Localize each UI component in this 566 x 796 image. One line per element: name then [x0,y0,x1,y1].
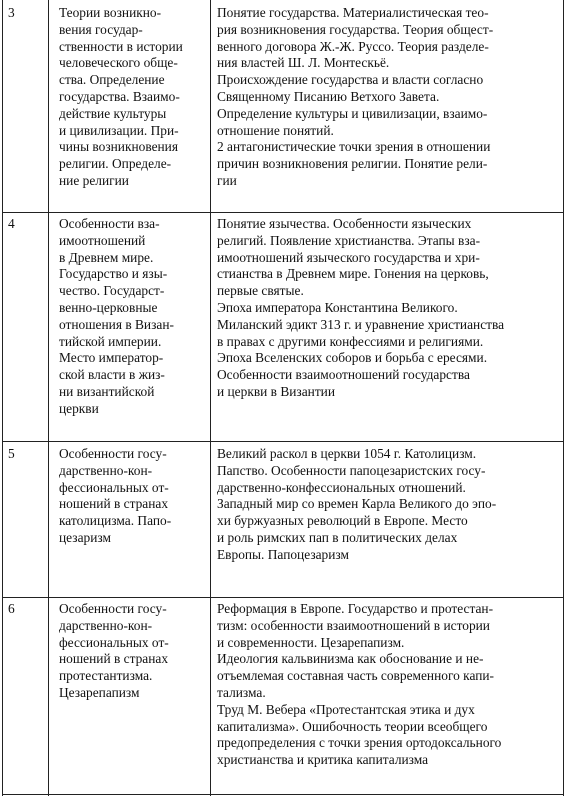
topic-line: имоотношений [59,232,146,248]
content-line: Понятие государства. Материалистическая тео- [217,5,489,20]
content-line: тализма. [217,684,266,700]
content-line: причин возникновения религии. Понятие рели- [217,156,488,172]
topic-line: Государство и язы- [59,266,168,282]
content-line: дарственно-конфессиональных отношений. [217,479,466,495]
content-line: Европы. Папоцезаризм [217,546,349,562]
table-divider-num [48,0,49,796]
topic-line: дарственно-кон- [59,617,153,633]
content-line: Реформация в Европе. Государство и протестан- [217,601,494,616]
table-border-left [2,0,3,796]
topic-line: дарственно-кон- [59,462,153,478]
content-line: Западный мир со времен Карла Великого до эпо- [217,496,497,512]
content-line: и роль римских пап в политических делах [217,529,458,545]
row-separator [2,597,564,598]
row-separator [2,212,564,213]
content-line: Эпоха императора Константина Великого. [217,299,458,315]
topic-cell [59,216,174,418]
content-line: Миланский эдикт 313 г. и уравнение христианства [217,316,505,332]
table-border-right [563,0,564,796]
topic-line: человеческого обще- [59,55,178,71]
row-number: 6 [8,601,15,616]
topic-line: католицизма. Папо- [59,513,172,529]
content-line: отъемлемая составная часть современного капи- [217,668,495,684]
content-cell [217,601,501,769]
topic-line: протестантизма. [59,668,153,684]
content-line: гии [217,172,237,188]
topic-line: чество. Государст- [59,283,165,299]
content-line: Папство. Особенности папоцезаристских госу- [217,462,486,478]
content-line: и церкви в Византии [217,383,336,399]
row-number: 4 [8,216,15,231]
topic-line: Особенности вза- [59,216,160,231]
content-line: хи буржуазных революций в Европе. Место [217,513,468,529]
content-line: в правах с другими конфессиями и религиями. [217,333,484,349]
topic-line: венно-церковные [59,299,158,315]
content-line: и современности. Цезарепапизм. [217,634,405,650]
topic-line: фессиональных от- [59,479,169,495]
topic-line: Особенности госу- [59,601,167,616]
content-line: имоотношений языческого государства и хри- [217,249,480,265]
topic-cell [59,601,169,702]
topic-line: Особенности госу- [59,446,167,461]
table-divider-topic [210,0,211,796]
row-separator [2,441,564,442]
topic-line: ни византийской [59,383,155,399]
content-line: ния властей Ш. Л. Монтескьё. [217,55,390,71]
topic-line: Цезарепапизм [59,684,140,700]
content-line: тизм: особенности взаимоотношений в истории [217,617,490,633]
topic-line: государства. Взаимо- [59,88,180,104]
content-line: 2 антагонистические точки зрения в отношении [217,139,491,155]
topic-line: в Древнем мире. [59,249,154,265]
content-line: отношение понятий. [217,122,334,138]
content-line: стианства в Древнем мире. Гонения на церковь, [217,266,489,282]
content-line: религий. Появление христианства. Этапы вза- [217,232,481,248]
content-line: Эпоха Вселенских соборов и борьба с ересями. [217,350,488,366]
content-line: Труд М. Вебера «Протестантская этика и дух [217,701,475,717]
topic-line: ской власти в жиз- [59,367,165,383]
content-line: предопределения с точки зрения ортодоксального [217,735,502,751]
topic-line: и цивилизации. При- [59,122,179,138]
topic-cell [59,446,171,547]
topic-line: цезаризм [59,529,111,545]
content-line: Понятие язычества. Особенности языческих [217,216,472,231]
topic-line: Место император- [59,350,164,366]
topic-line: чины возникновения [59,139,179,155]
content-line: христианства и критика капитализма [217,752,429,768]
table-border-bottom [2,794,564,795]
content-line: венного договора Ж.-Ж. Руссо. Теория разделе- [217,38,489,54]
content-cell [217,446,496,564]
topic-line: фессиональных от- [59,634,169,650]
topic-line: религии. Определе- [59,156,172,172]
topic-line: ственности в истории [59,38,183,54]
topic-line: действие культуры [59,105,167,121]
content-cell [217,216,504,401]
topic-line: Теории возникно- [59,5,162,20]
topic-line: отношения в Визан- [59,316,174,332]
topic-line: ношений в странах [59,651,169,667]
topic-line: ношений в странах [59,496,169,512]
topic-line: ства. Определение [59,72,165,88]
content-line: Идеология кальвинизма как обоснование и не- [217,651,484,667]
content-line: Священному Писанию Ветхого Завета. [217,88,440,104]
content-cell [217,5,493,190]
content-line: Определение культуры и цивилизации, взаимо- [217,105,488,121]
content-line: Великий раскол в церкви 1054 г. Католицизм. [217,446,477,461]
content-line: капитализма». Ошибочность теории всеобщего [217,718,488,734]
content-line: Особенности взаимоотношений государства [217,367,470,383]
topic-line: тийской империи. [59,333,162,349]
content-line: первые святые. [217,283,304,299]
content-line: рия возникновения государства. Теория общест- [217,21,494,37]
topic-cell [59,5,183,190]
topic-line: вения государ- [59,21,143,37]
row-number: 5 [8,446,15,461]
topic-line: ние религии [59,172,129,188]
row-number: 3 [8,5,15,20]
content-line: Происхождение государства и власти согласно [217,72,484,88]
topic-line: церкви [59,400,99,416]
